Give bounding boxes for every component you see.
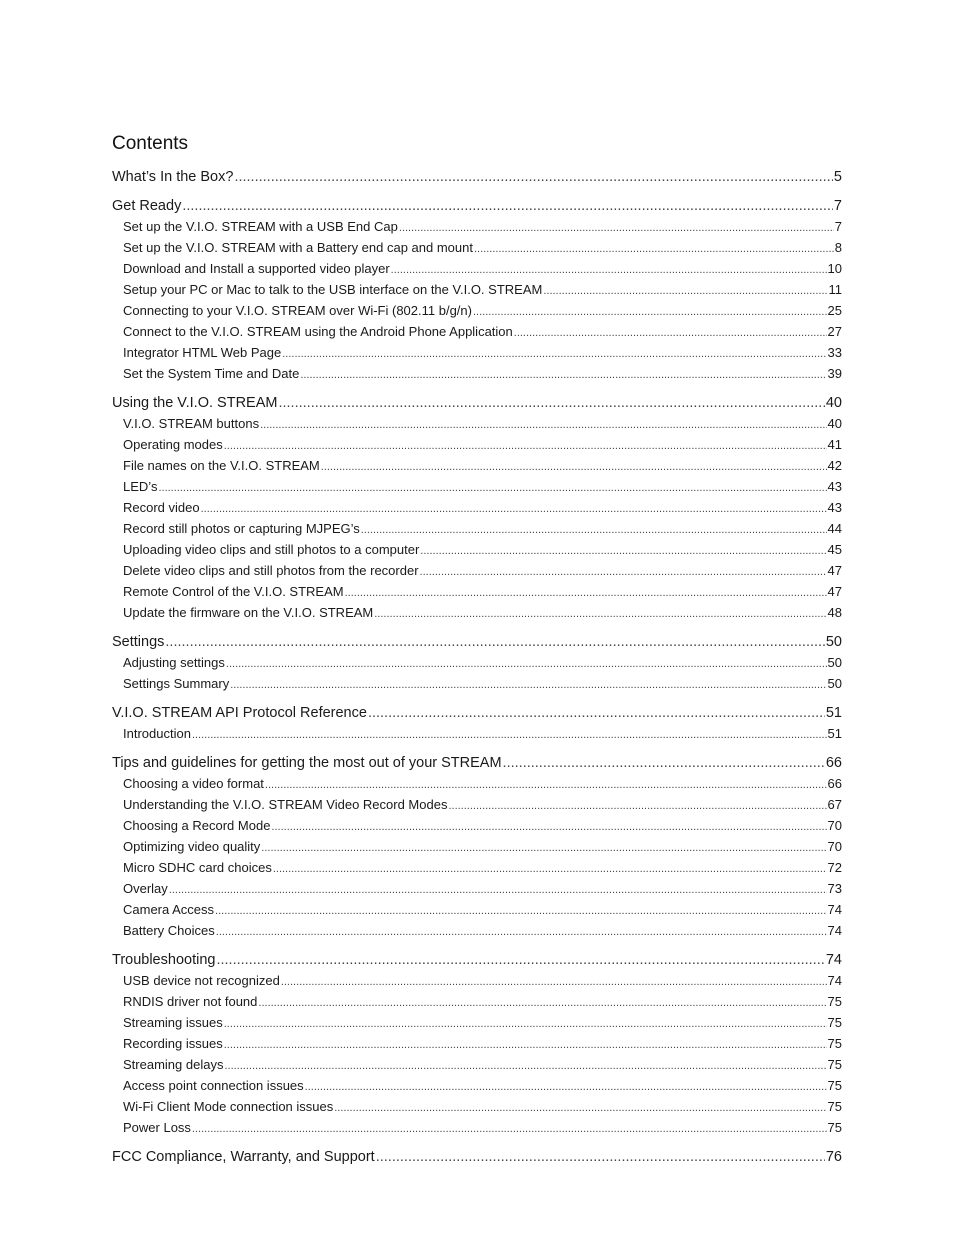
toc-entry-label: Troubleshooting <box>112 952 216 968</box>
toc-entry-label: Wi-Fi Client Mode connection issues <box>123 1099 334 1114</box>
toc-entry-label: Overlay <box>123 881 168 896</box>
toc-page-number: 39 <box>827 366 842 381</box>
dot-leader <box>192 1120 827 1139</box>
dot-leader <box>281 973 827 992</box>
toc-page-number: 75 <box>827 994 842 1009</box>
toc-entry-operating-modes[interactable] <box>112 435 842 456</box>
dot-leader <box>216 923 827 942</box>
toc-sections <box>112 166 842 1168</box>
toc-page <box>112 132 842 1175</box>
toc-entry-record-still-photos-or-capturing-mjpeg-s[interactable] <box>112 519 842 540</box>
dot-leader <box>271 818 826 837</box>
dot-leader <box>391 261 827 280</box>
toc-entry-record-video[interactable] <box>112 498 842 519</box>
toc-entry-label: Settings Summary <box>123 676 230 691</box>
dot-leader <box>361 521 827 540</box>
toc-entry-label: Connecting to your V.I.O. STREAM over Wi-Fi (802.11 b/g/n) <box>123 303 472 318</box>
toc-entry-label: Set up the V.I.O. STREAM with a Battery end cap and mount <box>123 240 473 255</box>
toc-entry-label: Access point connection issues <box>123 1078 304 1093</box>
dot-leader <box>165 631 824 653</box>
toc-section-tips-and-guidelines-for-getting-the-most-out-of-your-stream[interactable] <box>112 752 842 774</box>
dot-leader <box>514 324 827 343</box>
toc-page-number: 74 <box>827 973 842 988</box>
toc-entry-connect-to-the-v-i-o-stream-using-the-android-phone-application[interactable] <box>112 322 842 343</box>
toc-entry-label: Using the V.I.O. STREAM <box>112 395 278 411</box>
toc-entry-label: Battery Choices <box>123 923 215 938</box>
toc-page-number: 50 <box>827 676 842 691</box>
toc-entry-set-the-system-time-and-date[interactable] <box>112 364 842 385</box>
toc-entry-introduction[interactable] <box>112 724 842 745</box>
toc-page-number: 74 <box>827 902 842 917</box>
toc-entry-optimizing-video-quality[interactable] <box>112 837 842 858</box>
toc-page-number: 42 <box>827 458 842 473</box>
toc-entry-label: V.I.O. STREAM buttons <box>123 416 260 431</box>
dot-leader <box>182 195 833 217</box>
toc-entry-label: Update the firmware on the V.I.O. STREAM <box>123 605 374 620</box>
toc-entry-remote-control-of-the-v-i-o-stream[interactable] <box>112 582 842 603</box>
toc-page-number: 75 <box>827 1015 842 1030</box>
toc-entry-label: Choosing a Record Mode <box>123 818 271 833</box>
toc-section-what-s-in-the-box[interactable] <box>112 166 842 188</box>
toc-entry-update-the-firmware-on-the-v-i-o-stream[interactable] <box>112 603 842 624</box>
toc-section-v-i-o-stream-api-protocol-reference[interactable] <box>112 702 842 724</box>
toc-entry-micro-sdhc-card-choices[interactable] <box>112 858 842 879</box>
toc-section-group <box>112 392 842 624</box>
dot-leader <box>278 392 824 414</box>
toc-page-number: 40 <box>825 395 842 411</box>
toc-page-number: 75 <box>827 1036 842 1051</box>
toc-entry-label: Camera Access <box>123 902 215 917</box>
dot-leader <box>368 702 825 724</box>
dot-leader <box>376 1146 825 1168</box>
toc-page-number: 66 <box>825 755 842 771</box>
toc-entry-label: Operating modes <box>123 437 223 452</box>
toc-entry-label: Power Loss <box>123 1120 191 1135</box>
dot-leader <box>265 776 827 795</box>
toc-entry-choosing-a-record-mode[interactable] <box>112 816 842 837</box>
toc-entry-label: Streaming issues <box>123 1015 223 1030</box>
dot-leader <box>224 437 827 456</box>
dot-leader <box>216 949 824 971</box>
toc-page-number: 50 <box>827 655 842 670</box>
toc-entry-label: LED’s <box>123 479 158 494</box>
toc-page-number: 7 <box>833 198 842 214</box>
dot-leader <box>192 726 827 745</box>
toc-page-number: 47 <box>827 584 842 599</box>
toc-page-number: 48 <box>827 605 842 620</box>
toc-page-number: 44 <box>827 521 842 536</box>
toc-page-number: 43 <box>827 479 842 494</box>
toc-entry-set-up-the-v-i-o-stream-with-a-battery-end-cap-and-mount[interactable] <box>112 238 842 259</box>
toc-entry-label: What’s In the Box? <box>112 169 234 185</box>
toc-entry-label: Settings <box>112 634 165 650</box>
toc-page-number: 41 <box>827 437 842 452</box>
toc-entry-usb-device-not-recognized[interactable] <box>112 971 842 992</box>
toc-entry-led-s[interactable] <box>112 477 842 498</box>
toc-page-number: 5 <box>833 169 842 185</box>
dot-leader <box>474 240 834 259</box>
toc-section-group <box>112 949 842 1139</box>
toc-page-number: 70 <box>827 818 842 833</box>
toc-entry-download-and-install-a-supported-video-player[interactable] <box>112 259 842 280</box>
toc-entry-label: Record still photos or capturing MJPEG’s <box>123 521 360 536</box>
toc-entry-label: V.I.O. STREAM API Protocol Reference <box>112 705 367 721</box>
dot-leader <box>260 416 826 435</box>
toc-page-number: 50 <box>825 634 842 650</box>
toc-entry-access-point-connection-issues[interactable] <box>112 1076 842 1097</box>
toc-entry-label: Delete video clips and still photos from the recorder <box>123 563 419 578</box>
toc-entry-label: RNDIS driver not found <box>123 994 258 1009</box>
toc-entry-label: USB device not recognized <box>123 973 280 988</box>
toc-page-number: 51 <box>827 726 842 741</box>
toc-entry-streaming-issues[interactable] <box>112 1013 842 1034</box>
toc-section-group <box>112 1146 842 1168</box>
toc-entry-label: Download and Install a supported video player <box>123 261 390 276</box>
dot-leader <box>345 584 827 603</box>
toc-entry-adjusting-settings[interactable] <box>112 653 842 674</box>
toc-entry-choosing-a-video-format[interactable] <box>112 774 842 795</box>
toc-page-number: 67 <box>827 797 842 812</box>
dot-leader <box>201 500 827 519</box>
toc-entry-settings-summary[interactable] <box>112 674 842 695</box>
toc-page-number: 75 <box>827 1099 842 1114</box>
toc-entry-label: Remote Control of the V.I.O. STREAM <box>123 584 344 599</box>
toc-entry-label: Choosing a video format <box>123 776 264 791</box>
toc-entry-recording-issues[interactable] <box>112 1034 842 1055</box>
dot-leader <box>230 676 826 695</box>
toc-entry-setup-your-pc-or-mac-to-talk-to-the-usb-interface-on-the-v-i-o-stream[interactable] <box>112 280 842 301</box>
toc-entry-label: FCC Compliance, Warranty, and Support <box>112 1149 375 1165</box>
toc-entry-connecting-to-your-v-i-o-stream-over-wi-fi-802-11-b-g-n[interactable] <box>112 301 842 322</box>
dot-leader <box>300 366 826 385</box>
toc-section-settings[interactable] <box>112 631 842 653</box>
dot-leader <box>420 563 827 582</box>
toc-page-number: 10 <box>827 261 842 276</box>
toc-entry-label: Uploading video clips and still photos to a computer <box>123 542 420 557</box>
toc-entry-wi-fi-client-mode-connection-issues[interactable] <box>112 1097 842 1118</box>
toc-page-number: 8 <box>834 240 842 255</box>
dot-leader <box>399 219 834 238</box>
dot-leader <box>224 1057 826 1076</box>
toc-page-number: 47 <box>827 563 842 578</box>
dot-leader <box>258 994 826 1013</box>
toc-page-number: 27 <box>827 324 842 339</box>
toc-title: Contents <box>112 133 189 154</box>
toc-page-number: 74 <box>827 923 842 938</box>
toc-section-group <box>112 631 842 695</box>
toc-page-number: 25 <box>827 303 842 318</box>
toc-page-number: 51 <box>825 705 842 721</box>
toc-entry-file-names-on-the-v-i-o-stream[interactable] <box>112 456 842 477</box>
toc-entry-set-up-the-v-i-o-stream-with-a-usb-end-cap[interactable] <box>112 217 842 238</box>
dot-leader <box>273 860 827 879</box>
dot-leader <box>448 797 826 816</box>
toc-entry-understanding-the-v-i-o-stream-video-record-modes[interactable] <box>112 795 842 816</box>
toc-section-using-the-v-i-o-stream[interactable] <box>112 392 842 414</box>
dot-leader <box>234 166 832 188</box>
toc-entry-label: Get Ready <box>112 198 182 214</box>
dot-leader <box>473 303 827 322</box>
toc-page-number: 75 <box>827 1120 842 1135</box>
toc-entry-label: Introduction <box>123 726 191 741</box>
toc-page-number: 76 <box>825 1149 842 1165</box>
dot-leader <box>543 282 827 301</box>
toc-section-group <box>112 195 842 385</box>
toc-entry-label: Record video <box>123 500 200 515</box>
toc-section-get-ready[interactable] <box>112 195 842 217</box>
toc-entry-label: Setup your PC or Mac to talk to the USB interface on the V.I.O. STREAM <box>123 282 543 297</box>
dot-leader <box>305 1078 827 1097</box>
toc-entry-camera-access[interactable] <box>112 900 842 921</box>
toc-entry-label: Understanding the V.I.O. STREAM Video Record Modes <box>123 797 448 812</box>
toc-entry-rndis-driver-not-found[interactable] <box>112 992 842 1013</box>
toc-entry-label: Integrator HTML Web Page <box>123 345 282 360</box>
toc-entry-streaming-delays[interactable] <box>112 1055 842 1076</box>
dot-leader <box>282 345 826 364</box>
toc-section-group <box>112 752 842 942</box>
toc-section-fcc-compliance-warranty-and-support[interactable] <box>112 1146 842 1168</box>
dot-leader <box>374 605 826 624</box>
dot-leader <box>261 839 826 858</box>
dot-leader <box>224 1036 827 1055</box>
toc-entry-label: File names on the V.I.O. STREAM <box>123 458 320 473</box>
toc-entry-label: Adjusting settings <box>123 655 225 670</box>
toc-entry-label: Streaming delays <box>123 1057 224 1072</box>
toc-page-number: 7 <box>834 219 842 234</box>
toc-entry-battery-choices[interactable] <box>112 921 842 942</box>
toc-entry-label: Set up the V.I.O. STREAM with a USB End Cap <box>123 219 398 234</box>
dot-leader <box>321 458 827 477</box>
toc-page-number: 73 <box>827 881 842 896</box>
dot-leader <box>420 542 826 561</box>
toc-page-number: 33 <box>827 345 842 360</box>
toc-page-number: 74 <box>825 952 842 968</box>
toc-section-group <box>112 702 842 745</box>
toc-page-number: 43 <box>827 500 842 515</box>
toc-entry-v-i-o-stream-buttons[interactable] <box>112 414 842 435</box>
toc-section-troubleshooting[interactable] <box>112 949 842 971</box>
toc-entry-power-loss[interactable] <box>112 1118 842 1139</box>
toc-page-number: 70 <box>827 839 842 854</box>
dot-leader <box>215 902 826 921</box>
toc-entry-uploading-video-clips-and-still-photos-to-a-computer[interactable] <box>112 540 842 561</box>
toc-entry-label: Set the System Time and Date <box>123 366 300 381</box>
dot-leader <box>224 1015 827 1034</box>
toc-page-number: 40 <box>827 416 842 431</box>
toc-entry-label: Micro SDHC card choices <box>123 860 272 875</box>
toc-page-number: 75 <box>827 1078 842 1093</box>
toc-section-group <box>112 166 842 188</box>
dot-leader <box>169 881 827 900</box>
toc-page-number: 75 <box>827 1057 842 1072</box>
toc-entry-overlay[interactable] <box>112 879 842 900</box>
toc-entry-integrator-html-web-page[interactable] <box>112 343 842 364</box>
toc-entry-label: Optimizing video quality <box>123 839 261 854</box>
toc-entry-label: Recording issues <box>123 1036 223 1051</box>
toc-entry-label: Connect to the V.I.O. STREAM using the Android Phone Application <box>123 324 513 339</box>
toc-page-number: 11 <box>828 282 842 297</box>
dot-leader <box>158 479 826 498</box>
dot-leader <box>226 655 827 674</box>
toc-entry-delete-video-clips-and-still-photos-from-the-recorder[interactable] <box>112 561 842 582</box>
toc-page-number: 45 <box>827 542 842 557</box>
toc-page-number: 66 <box>827 776 842 791</box>
toc-entry-label: Tips and guidelines for getting the most out of your STREAM <box>112 755 502 771</box>
toc-page-number: 72 <box>827 860 842 875</box>
dot-leader <box>334 1099 826 1118</box>
dot-leader <box>503 752 825 774</box>
